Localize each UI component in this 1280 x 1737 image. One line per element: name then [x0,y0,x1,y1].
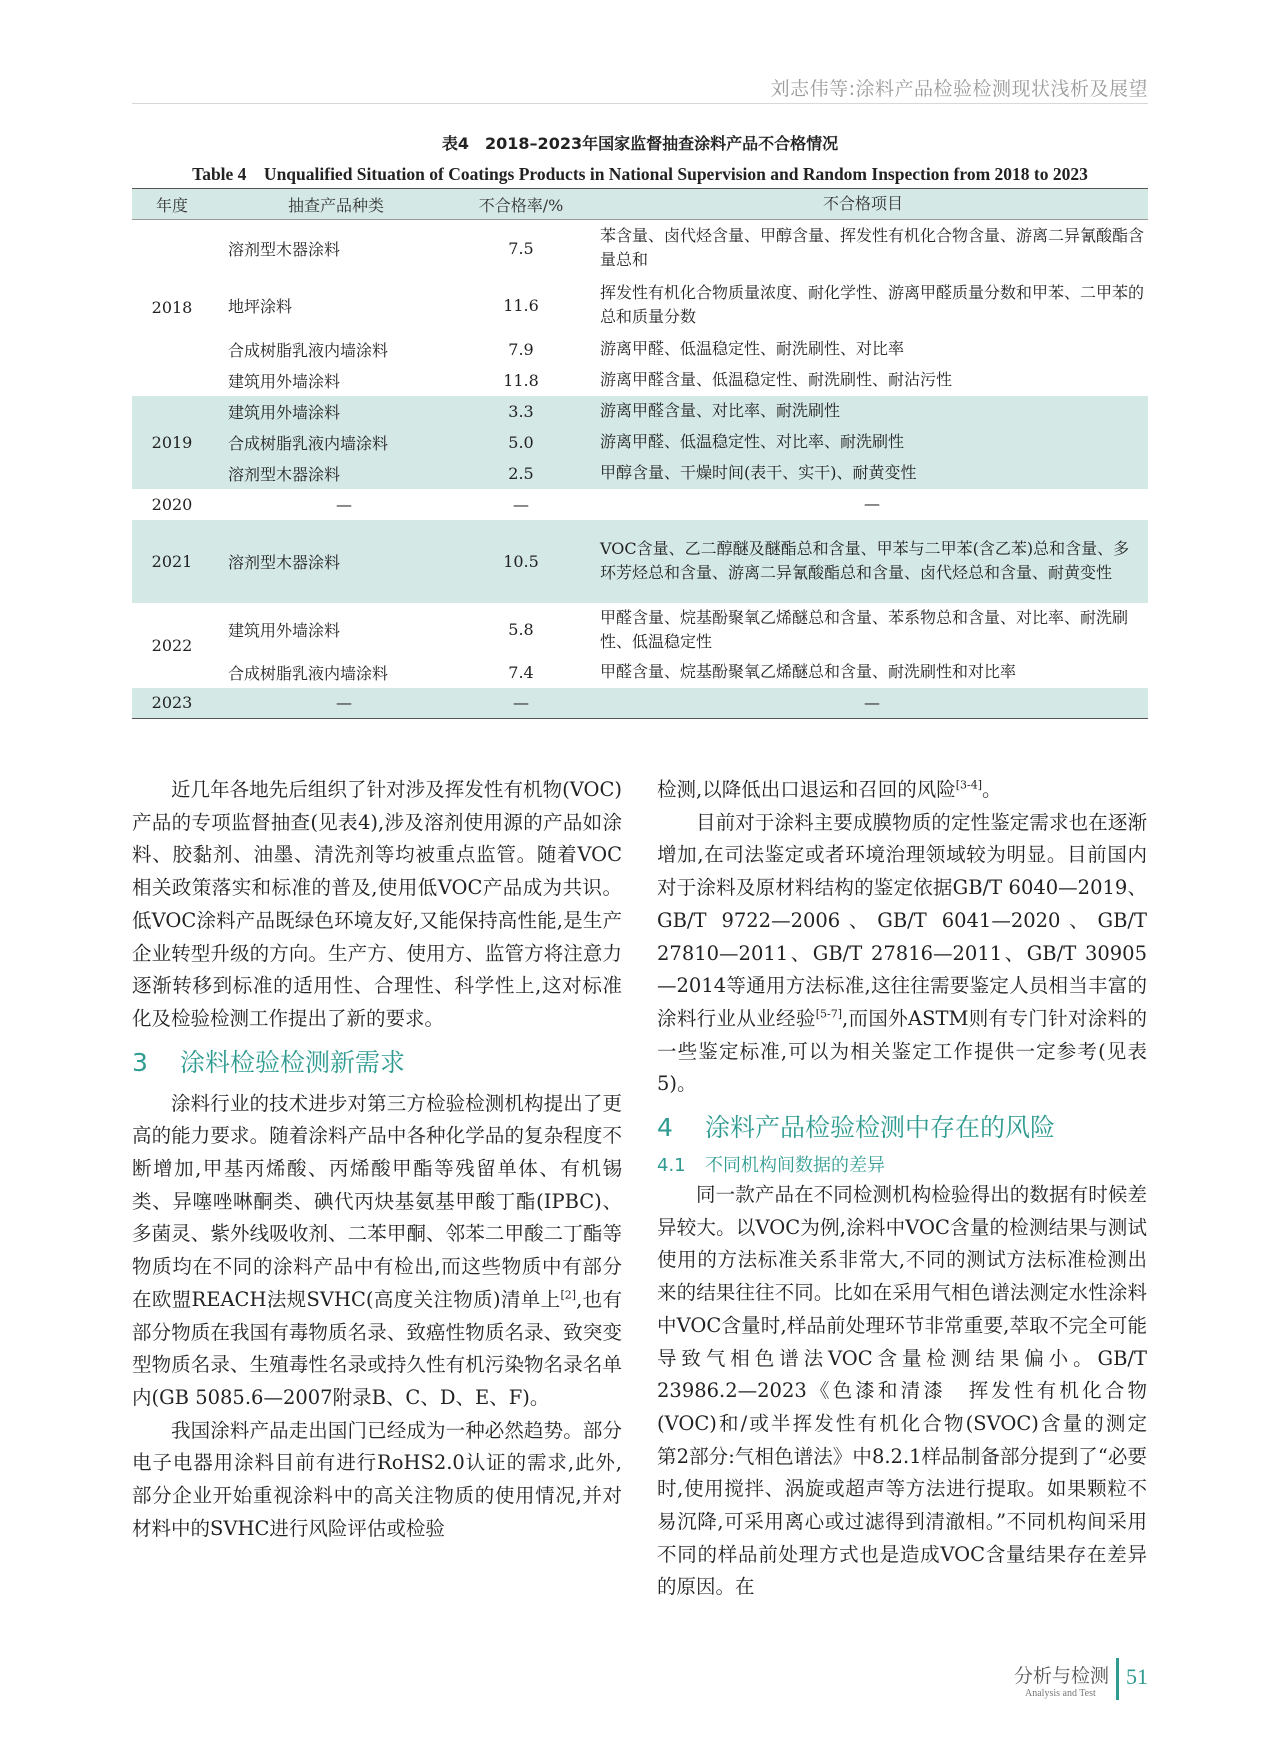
subsection-4-1-heading [657,1153,1147,1179]
product-type-cell: — [336,494,352,514]
section-number: 4 [657,1113,673,1143]
product-type-cell: 建筑用外墙涂料 [228,621,341,640]
table-row [132,427,1148,458]
header-rate: 不合格率/% [460,189,582,220]
product-type-cell: — [336,693,352,713]
product-type-cell: 地坪涂料 [228,296,293,316]
right-column [657,774,1167,1604]
table-row [132,657,1148,688]
paragraph [657,774,1147,807]
product-type-cell: 合成树脂乳液内墙涂料 [228,433,389,453]
year-cell: 2020 [151,494,193,514]
rate-cell: 2.5 [508,463,534,483]
items-cell: 游离甲醛、低温稳定性、耐洗刷性、对比率 [600,339,905,358]
header-divider [132,103,1148,104]
paragraph: 同一款产品在不同检测机构检验得出的数据有时候差异较大。以VOC为例,涂料中VOC含量的检测结果与测试使用的方法标准关系非常大,不同的测试方法标准检测出来的结果往往不同。比如在采用气相色谱法测定水性涂料中VOC含量时,样品前处理环节非常重要,萃取不完全可能导致气相色谱法VOC含量检测结果偏小。GB/T 23986.2—2023《色漆和清漆 挥发性有机化合物(VOC)和/或半挥发性有机化合物(SVOC)含量的测定 第2部分:气相色谱法》中8.2.1样品制备部分提到了“必要时,使用搅拌、涡旋或超声等方法进行提取。如果颗粒不易沉降,可采用离心或过滤得到清澈相。”不同机构间采用不同的样品前处理方式也是造成VOC含量结果存在差异的原因。在 [657,1183,1167,1599]
items-cell: 游离甲醛、低温稳定性、对比率、耐洗刷性 [600,432,905,451]
header-year: 年度 [132,189,212,220]
table-title-en: Table 4 Unqualified Situation of Coatings Products in National Supervision and Random Inspection from 2018 to 2023 [192,164,1088,184]
table-row [132,365,1148,396]
product-type-cell: 合成树脂乳液内墙涂料 [228,663,389,683]
subsection-number: 4.1 [657,1155,686,1177]
product-type-cell: 溶剂型木器涂料 [228,239,341,259]
paragraph [657,807,1147,1101]
table-row [132,489,1148,520]
citation: [3-4] [955,778,982,792]
items-cell: — [864,692,880,712]
header-items: 不合格项目 [582,189,1148,220]
table-row [132,396,1148,427]
subsection-title: 不同机构间数据的差异 [705,1155,885,1177]
rate-cell: — [513,693,529,713]
rate-cell: 7.5 [508,238,534,258]
items-cell: 甲醇含量、干燥时间(表干、实干)、耐黄变性 [600,463,917,482]
journal-name-en: Analysis and Test [1025,1688,1096,1699]
rate-cell: 11.6 [503,295,539,315]
year-cell: 2018 [151,298,193,318]
page-number: 51 [1126,1664,1148,1689]
rate-cell: 7.9 [508,339,534,359]
paragraph-text: ,也有部分物质在我国有毒物质名录、致癌性物质名录、致突变型物质名录、生殖毒性名录或持久性有机污染物名录名单内(GB 5085.6—2007附录B、C、D、E、F)。 [132,1287,622,1409]
paragraph: 近几年各地先后组织了针对涉及挥发性有机物(VOC)产品的专项监督抽查(见表4),涉及溶剂使用源的产品如涂料、胶黏剂、油墨、清洗剂等均被重点监管。随着VOC相关政策落实和标准的普及,使用低VOC产品成为共识。低VOC涂料产品既绿色环境友好,又能保持高性能,是生产企业转型升级的方向。生产方、使用方、监管方将注意力逐渐转移到标准的适用性、合理性、科学性上,这对标准化及检验检测工作提出了新的要求。 [132,778,622,1030]
section-3-heading [132,1040,622,1086]
product-type-cell: 合成树脂乳液内墙涂料 [228,340,389,360]
items-cell: 游离甲醛含量、对比率、耐洗刷性 [600,401,841,420]
running-header: 刘志伟等:涂料产品检验检测现状浅析及展望 [770,78,1148,100]
inspection-table [132,188,1148,719]
paragraph-text: 目前对于涂料主要成膜物质的定性鉴定需求也在逐渐增加,在司法鉴定或者环境治理领域较为明显。目前国内对于涂料及原材料结构的鉴定依据GB/T 6040—2019、GB/T 9722—2006、GB/T 6041—2020、GB/T 27810—2011、GB/T 27816—2011、GB/T 30905—2014等通用方法标准,这往往需要鉴定人员相当丰富的涂料行业从业经验 [657,810,1147,1030]
section-title: 涂料产品检验检测中存在的风险 [705,1113,1056,1143]
table-row [132,688,1148,719]
rate-cell: 5.8 [508,620,534,639]
items-cell: 甲醛含量、烷基酚聚氧乙烯醚总和含量、耐洗刷性和对比率 [600,662,1017,681]
table-row [132,458,1148,489]
items-cell: 挥发性有机化合物质量浓度、耐化学性、游离甲醛质量分数和甲苯、二甲苯的总和质量分数 [600,283,1145,326]
year-cell: 2019 [151,432,193,452]
journal-name: 分析与检测 [1014,1665,1110,1687]
product-type-cell: 建筑用外墙涂料 [228,371,341,391]
year-cell: 2021 [151,551,193,571]
product-type-cell: 溶剂型木器涂料 [228,552,341,572]
paragraph-text: ,而国外ASTM则有专门针对涂料的一些鉴定标准,可以为相关鉴定工作提供一定参考(见表5)。 [657,1006,1147,1096]
items-cell: 甲醛含量、烷基酚聚氧乙烯醚总和含量、苯系物总和含量、对比率、耐洗刷性、低温稳定性 [600,607,1129,651]
paragraph-text: 检测,以降低出口退运和召回的风险 [657,778,956,801]
table-row [132,220,1148,277]
year-cell: 2022 [151,635,193,655]
rate-cell: 10.5 [503,551,539,571]
items-cell: — [864,494,880,513]
table-row [132,603,1148,657]
year-cell: 2023 [151,693,193,713]
citation: [2] [560,1288,577,1302]
footer-accent-bar [1116,1658,1119,1700]
items-cell: 苯含量、卤代烃含量、甲醇含量、挥发性有机化合物含量、游离二异氰酸酯含量总和 [600,226,1145,270]
left-column [132,774,622,1545]
table-row [132,277,1148,334]
rate-cell: 11.8 [503,370,539,390]
items-cell: 游离甲醛含量、低温稳定性、耐洗刷性、耐沾污性 [600,370,953,389]
header-product-type: 抽查产品种类 [212,189,460,220]
paragraph-text: 。 [982,778,1002,801]
table-title-zh: 表4 2018–2023年国家监督抽查涂料产品不合格情况 [441,134,839,153]
rate-cell: — [513,494,529,514]
section-4-heading [657,1105,1147,1151]
paragraph: 我国涂料产品走出国门已经成为一种必然趋势。部分电子电器用涂料目前有进行RoHS2.0认证的需求,此外,部分企业开始重视涂料中的高关注物质的使用情况,并对材料中的SVHC进行风险评估或检验 [132,1418,622,1540]
table-row [132,334,1148,365]
paragraph-text: 涂料行业的技术进步对第三方检验检测机构提出了更高的能力要求。随着涂料产品中各种化学品的复杂程度不断增加,甲基丙烯酸、丙烯酸甲酯等残留单体、有机锡类、异噻唑啉酮类、碘代丙炔基氨基甲酸丁酯(IPBC)、多菌灵、紫外线吸收剂、二苯甲酮、邻苯二甲酸二丁酯等物质均在不同的涂料产品中有检出,而这些物质中有部分在欧盟REACH法规SVHC(高度关注物质)清单上 [132,1091,622,1311]
section-title: 涂料检验检测新需求 [180,1047,406,1077]
product-type-cell: 建筑用外墙涂料 [228,402,341,422]
section-number: 3 [132,1047,148,1077]
rate-cell: 3.3 [508,401,534,421]
table-header-row [132,189,1148,220]
items-cell: VOC含量、乙二醇醚及醚酯总和含量、甲苯与二甲苯(含乙苯)总和含量、多环芳烃总和含量、游离二异氰酸酯总和含量、卤代烃总和含量、耐黄变性 [600,539,1130,582]
citation: [5-7] [815,1007,842,1021]
rate-cell: 5.0 [508,432,534,452]
rate-cell: 7.4 [508,662,534,682]
paragraph [132,1088,622,1415]
table-row [132,520,1148,603]
product-type-cell: 溶剂型木器涂料 [228,464,341,484]
